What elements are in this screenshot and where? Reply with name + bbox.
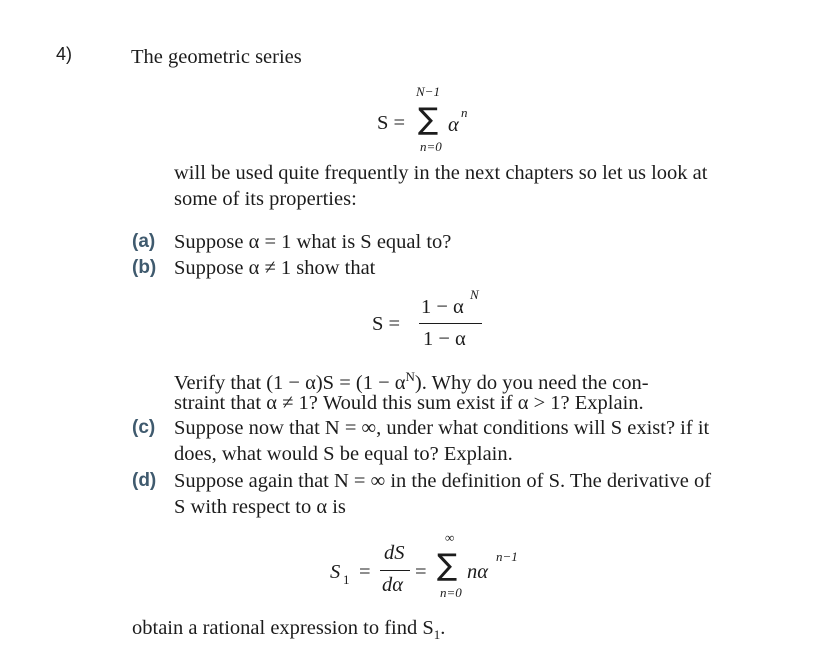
verify-exponent: N	[405, 369, 415, 384]
eq3-denominator: dα	[382, 574, 404, 596]
eq2-fraction-bar	[419, 323, 482, 324]
eq3-sum-lower: n=0	[440, 585, 462, 600]
part-a-text: Suppose α = 1 what is S equal to?	[174, 231, 452, 253]
paragraph-line-2: some of its properties:	[174, 188, 357, 210]
eq2-denominator: 1 − α	[423, 328, 466, 350]
eq2-lhs: S =	[372, 313, 401, 335]
part-c-label: (c)	[132, 417, 156, 438]
verify-line-1-start: Verify that (1 − α)S = (1 − α	[174, 371, 406, 394]
part-b-label: (b)	[132, 257, 157, 278]
eq3-term: nα	[467, 561, 489, 583]
part-d-label: (d)	[132, 470, 157, 491]
sum-symbol-2: ∑	[437, 548, 458, 583]
sum-symbol: ∑	[418, 102, 439, 137]
part-a-label: (a)	[132, 231, 156, 252]
eq3-lhs-base: S	[330, 561, 341, 583]
eq1-sum-lower: n=0	[420, 139, 442, 154]
eq2-numerator: 1 − α	[421, 296, 464, 318]
eq1-sum-upper: N−1	[416, 84, 440, 99]
eq3-equals: =	[359, 561, 371, 583]
intro-text: The geometric series	[131, 46, 302, 68]
paragraph-line-1: will be used quite frequently in the next chapters so let us look at	[174, 162, 708, 184]
eq1-term-exponent: n	[461, 105, 468, 120]
eq3-fraction-bar	[380, 570, 410, 571]
closing-text: obtain a rational expression to find S	[132, 617, 434, 639]
question-number: 4)	[56, 44, 73, 64]
eq3-sum-upper: ∞	[445, 530, 455, 545]
part-b-text: Suppose α ≠ 1 show that	[174, 257, 376, 279]
verify-line-1-end: ). Why do you need the con-	[414, 371, 649, 394]
closing-end: .	[440, 617, 446, 639]
eq3-equals-2: =	[415, 561, 427, 583]
eq3-term-exponent: n−1	[496, 549, 518, 564]
eq1-lhs: S =	[377, 112, 406, 134]
part-c-line-1: Suppose now that N = ∞, under what conditions will S exist? if it	[174, 417, 710, 439]
eq2-numerator-exponent: N	[470, 287, 479, 302]
part-d-line-1: Suppose again that N = ∞ in the definition of S. The derivative of	[174, 470, 712, 492]
closing-line	[132, 615, 445, 648]
eq3-numerator: dS	[384, 542, 405, 564]
verify-line-2: straint that α ≠ 1? Would this sum exist if α > 1? Explain.	[174, 392, 644, 414]
closing-subscript: 1	[433, 627, 441, 643]
eq1-term-base: α	[448, 114, 459, 136]
part-c-line-2: does, what would S be equal to? Explain.	[174, 443, 513, 465]
part-d-line-2: S with respect to α is	[174, 496, 346, 518]
eq3-lhs-subscript: 1	[343, 572, 350, 587]
